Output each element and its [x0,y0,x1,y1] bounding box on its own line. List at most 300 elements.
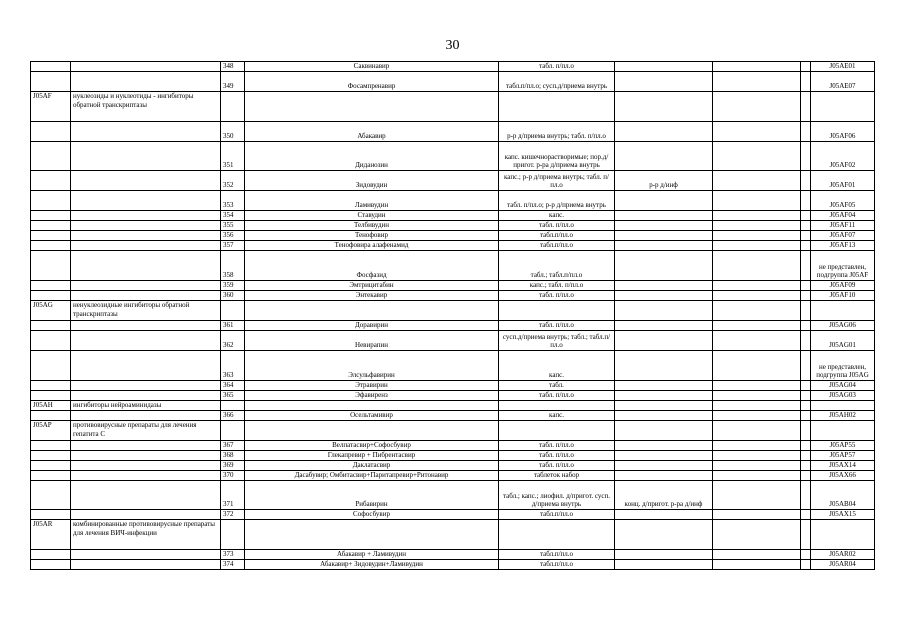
row-number: 374 [221,560,245,570]
empty-cell [801,221,811,231]
group-name [71,331,221,351]
group-name: противовирусные препараты для лечения гепатита С [71,421,221,441]
empty-cell [713,301,801,321]
group-name [71,351,221,381]
atc-code: J05AE07 [811,72,875,92]
row-number: 351 [221,142,245,171]
empty-cell [801,510,811,520]
medicine-name: Тенофовир [245,231,499,241]
atc-group-code [31,142,71,171]
atc-code: J05AF11 [811,221,875,231]
group-name [71,391,221,401]
group-name [71,471,221,481]
atc-group-code: J05AR [31,520,71,550]
atc-group-code [31,411,71,421]
atc-group-code [31,550,71,560]
atc-code: J05AF09 [811,281,875,291]
row-number: 354 [221,211,245,221]
medicine-name: Ламивудин [245,191,499,211]
dosage-form: табл. п/пл.о [499,291,615,301]
atc-group-code [31,281,71,291]
row-number: 356 [221,231,245,241]
empty-cell [801,92,811,122]
medicine-name [245,520,499,550]
atc-group-code [31,560,71,570]
table-row [31,451,875,461]
dosage-form-extra [615,471,713,481]
dosage-form: табл.п/пл.о [499,510,615,520]
dosage-form-extra [615,421,713,441]
atc-code: J05AF10 [811,291,875,301]
medicine-name: Этравирин [245,381,499,391]
atc-code: J05AR04 [811,560,875,570]
atc-code: J05AE01 [811,62,875,72]
atc-group-code [31,441,71,451]
table-row [31,411,875,421]
medicine-name: Доравирин [245,321,499,331]
dosage-form-extra [615,231,713,241]
row-number: 358 [221,251,245,281]
dosage-form-extra [615,520,713,550]
page-number: 30 [445,38,460,53]
dosage-form: капс.; табл. п/пл.о [499,281,615,291]
empty-cell [801,191,811,211]
empty-cell [801,481,811,510]
atc-group-code [31,72,71,92]
group-row [31,520,875,550]
empty-cell [801,471,811,481]
medicine-name: Фосампренавир [245,72,499,92]
empty-cell [801,291,811,301]
medicine-name: Даклатасвир [245,461,499,471]
group-row [31,421,875,441]
atc-group-code [31,331,71,351]
empty-cell [713,381,801,391]
dosage-form-extra [615,92,713,122]
dosage-form: табл.п/пл.о [499,550,615,560]
empty-cell [801,401,811,411]
empty-cell [801,241,811,251]
group-name: ингибиторы нейроаминидазы [71,401,221,411]
empty-cell [713,291,801,301]
dosage-form-extra [615,381,713,391]
atc-group-code [31,171,71,191]
empty-cell [713,62,801,72]
row-number [221,520,245,550]
medicine-name: Зидовудин [245,171,499,191]
medicine-name: Абакавир+ Зидовудин+Ламивудин [245,560,499,570]
group-name [71,62,221,72]
dosage-form-extra [615,191,713,211]
empty-cell [801,301,811,321]
empty-cell [713,401,801,411]
atc-code: J05AF05 [811,191,875,211]
dosage-form: табл.п/пл.о [499,241,615,251]
empty-cell [713,122,801,142]
dosage-form [499,520,615,550]
dosage-form-extra [615,142,713,171]
medicine-name: Эфавиренз [245,391,499,401]
empty-cell [713,142,801,171]
group-name [71,510,221,520]
atc-group-code: J05AP [31,421,71,441]
dosage-form-extra [615,281,713,291]
atc-code: J05AG04 [811,381,875,391]
table-row [31,461,875,471]
empty-cell [801,381,811,391]
row-number: 366 [221,411,245,421]
empty-cell [801,411,811,421]
medicine-name: Элсульфавирин [245,351,499,381]
group-name [71,560,221,570]
atc-code: J05AG01 [811,331,875,351]
atc-group-code [31,251,71,281]
table-row [31,281,875,291]
table-row [31,171,875,191]
empty-cell [713,421,801,441]
table-row [31,122,875,142]
atc-group-code [31,122,71,142]
dosage-form: р-р д/приема внутрь; табл. п/пл.о [499,122,615,142]
empty-cell [713,251,801,281]
group-name [71,171,221,191]
medicine-name: Софосбувир [245,510,499,520]
dosage-form: сусп.д/приема внутрь; табл.; табл.п/пл.о [499,331,615,351]
atc-code: J05AF02 [811,142,875,171]
empty-cell [713,171,801,191]
atc-code: J05AF01 [811,171,875,191]
dosage-form-extra [615,441,713,451]
dosage-form-extra [615,241,713,251]
medicine-name [245,92,499,122]
dosage-form-extra [615,62,713,72]
dosage-form [499,92,615,122]
dosage-form-extra [615,251,713,281]
table-row [31,391,875,401]
table-row [31,481,875,510]
atc-group-code [31,321,71,331]
dosage-form: капс. кишечнорастворимые; пор.д/пригот. р-ра д/приема внутрь [499,142,615,171]
empty-cell [801,281,811,291]
table-row [31,72,875,92]
dosage-form: табл.; капс.; лиофил. д/пригот. сусп. д/приема внутрь [499,481,615,510]
dosage-form: табл. п/пл.о [499,441,615,451]
table-row [31,351,875,381]
dosage-form-extra [615,331,713,351]
atc-code: J05AX15 [811,510,875,520]
group-name [71,321,221,331]
row-number: 368 [221,451,245,461]
empty-cell [713,550,801,560]
medicine-name: Глекапревир + Пибрентасвир [245,451,499,461]
dosage-form: табл. п/пл.о [499,451,615,461]
table-row [31,321,875,331]
group-name [71,461,221,471]
atc-group-code [31,461,71,471]
dosage-form: табл. п/пл.о [499,221,615,231]
dosage-form: табл.п/пл.о [499,231,615,241]
row-number: 361 [221,321,245,331]
atc-group-code: J05AG [31,301,71,321]
atc-code: J05AF13 [811,241,875,251]
group-name [71,451,221,461]
empty-cell [713,191,801,211]
medicine-name [245,401,499,411]
medicine-name: Саквинавир [245,62,499,72]
dosage-form: капс. [499,211,615,221]
row-number: 350 [221,122,245,142]
row-number: 370 [221,471,245,481]
atc-code [811,421,875,441]
empty-cell [713,520,801,550]
medicine-name: Дасабувир; Омбитасвир+Паритапревир+Ритонавир [245,471,499,481]
empty-cell [801,122,811,142]
empty-cell [713,461,801,471]
medicine-name: Эмтрицитабин [245,281,499,291]
dosage-form: капс. [499,411,615,421]
group-name [71,481,221,510]
empty-cell [801,231,811,241]
group-name: ненуклеозидные ингибиторы обратной транскриптазы [71,301,221,321]
table-row [31,510,875,520]
atc-code: J05AF04 [811,211,875,221]
dosage-form-extra [615,451,713,461]
atc-group-code [31,381,71,391]
atc-group-code [31,231,71,241]
empty-cell [713,321,801,331]
medicine-name: Абакавир [245,122,499,142]
row-number [221,401,245,411]
row-number: 363 [221,351,245,381]
empty-cell [713,451,801,461]
atc-group-code [31,351,71,381]
medicine-name: Ставудин [245,211,499,221]
dosage-form-extra [615,291,713,301]
empty-cell [801,251,811,281]
empty-cell [713,471,801,481]
group-name [71,231,221,241]
dosage-form-extra [615,221,713,231]
atc-group-code [31,221,71,231]
row-number: 360 [221,291,245,301]
row-number: 352 [221,171,245,191]
empty-cell [713,331,801,351]
table-row [31,191,875,211]
atc-code [811,92,875,122]
empty-cell [713,510,801,520]
row-number: 362 [221,331,245,351]
atc-code: J05AF06 [811,122,875,142]
group-name [71,251,221,281]
group-name [71,441,221,451]
atc-code: J05AX14 [811,461,875,471]
atc-code: J05AR02 [811,550,875,560]
empty-cell [801,520,811,550]
empty-cell [713,351,801,381]
empty-cell [801,321,811,331]
empty-cell [801,441,811,451]
row-number: 367 [221,441,245,451]
empty-cell [713,221,801,231]
dosage-form-extra [615,72,713,92]
empty-cell [801,62,811,72]
dosage-form-extra [615,550,713,560]
group-row [31,401,875,411]
atc-group-code [31,62,71,72]
dosage-form: табл.; табл.п/пл.о [499,251,615,281]
dosage-form: капс. [499,351,615,381]
empty-cell [713,241,801,251]
atc-group-code: J05AH [31,401,71,411]
group-name [71,221,221,231]
atc-group-code [31,391,71,401]
atc-code: J05AH02 [811,411,875,421]
group-name [71,122,221,142]
atc-group-code [31,241,71,251]
group-name [71,142,221,171]
empty-cell [801,560,811,570]
dosage-form-extra [615,560,713,570]
row-number: 349 [221,72,245,92]
table-row [31,441,875,451]
empty-cell [801,451,811,461]
dosage-form-extra [615,411,713,421]
medicine-name: Велпатасвир+Софосбувир [245,441,499,451]
dosage-form: табл.п/пл.о; сусп.д/приема внутрь [499,72,615,92]
empty-cell [801,391,811,401]
medicine-name [245,301,499,321]
medicine-name: Телбивудин [245,221,499,231]
dosage-form [499,401,615,411]
table-row [31,221,875,231]
table-row [31,62,875,72]
dosage-form-extra [615,510,713,520]
group-name [71,550,221,560]
dosage-form: таблеток набор [499,471,615,481]
atc-code: не представлен, подгруппа J05AG [811,351,875,381]
group-name [71,72,221,92]
dosage-form-extra [615,461,713,471]
dosage-form: капс.; р-р д/приема внутрь; табл. п/пл.о [499,171,615,191]
atc-group-code [31,510,71,520]
dosage-form [499,421,615,441]
atc-code [811,301,875,321]
atc-group-code: J05AF [31,92,71,122]
group-name [71,241,221,251]
dosage-form: табл. п/пл.о [499,62,615,72]
dosage-form: табл. п/пл.о; р-р д/приема внутрь [499,191,615,211]
row-number: 372 [221,510,245,520]
atc-group-code [31,481,71,510]
dosage-form: табл. [499,381,615,391]
atc-code: J05AF07 [811,231,875,241]
table-row [31,142,875,171]
medicine-name: Рибавирин [245,481,499,510]
dosage-form: табл. п/пл.о [499,461,615,471]
row-number: 373 [221,550,245,560]
group-row [31,301,875,321]
medicine-name: Энтекавир [245,291,499,301]
group-name: комбинированные противовирусные препараты для лечения ВИЧ-инфекции [71,520,221,550]
medicine-name: Диданозин [245,142,499,171]
dosage-form: табл. п/пл.о [499,321,615,331]
group-name [71,291,221,301]
dosage-form-extra [615,391,713,401]
medicine-name: Фосфазид [245,251,499,281]
empty-cell [801,211,811,221]
dosage-form-extra [615,211,713,221]
dosage-form-extra [615,321,713,331]
dosage-form-extra [615,401,713,411]
atc-code: J05AG03 [811,391,875,401]
empty-cell [713,391,801,401]
empty-cell [713,411,801,421]
dosage-form-extra: р-р д/инф [615,171,713,191]
row-number: 371 [221,481,245,510]
medicine-name: Невирапин [245,331,499,351]
row-number: 357 [221,241,245,251]
table-row [31,550,875,560]
row-number: 348 [221,62,245,72]
atc-code: J05AG06 [811,321,875,331]
empty-cell [713,281,801,291]
group-name: нуклеозиды и нуклеотиды - ингибиторы обратной транскриптазы [71,92,221,122]
dosage-form-extra [615,301,713,321]
table-row [31,211,875,221]
dosage-form-extra [615,122,713,142]
atc-group-code [31,211,71,221]
table-row [31,241,875,251]
empty-cell [801,461,811,471]
group-name [71,411,221,421]
row-number: 359 [221,281,245,291]
row-number: 353 [221,191,245,211]
empty-cell [713,92,801,122]
table-row [31,251,875,281]
empty-cell [801,331,811,351]
atc-group-code [31,291,71,301]
atc-group-code [31,471,71,481]
dosage-form [499,301,615,321]
table-row [31,560,875,570]
atc-code: J05AP55 [811,441,875,451]
empty-cell [801,171,811,191]
row-number [221,421,245,441]
row-number [221,301,245,321]
row-number: 364 [221,381,245,391]
medicines-table [30,61,875,570]
atc-code: J05AB04 [811,481,875,510]
atc-code: J05AX66 [811,471,875,481]
atc-code: J05AP57 [811,451,875,461]
group-name [71,191,221,211]
table-row [31,291,875,301]
row-number: 355 [221,221,245,231]
group-name [71,211,221,221]
atc-group-code [31,451,71,461]
group-name [71,381,221,391]
table-row [31,231,875,241]
atc-group-code [31,191,71,211]
table-row [31,331,875,351]
atc-code [811,401,875,411]
dosage-form-extra: конц. д/пригот. р-ра д/инф [615,481,713,510]
row-number [221,92,245,122]
empty-cell [801,351,811,381]
empty-cell [713,211,801,221]
empty-cell [713,441,801,451]
medicine-name: Абакавир + Ламивудин [245,550,499,560]
